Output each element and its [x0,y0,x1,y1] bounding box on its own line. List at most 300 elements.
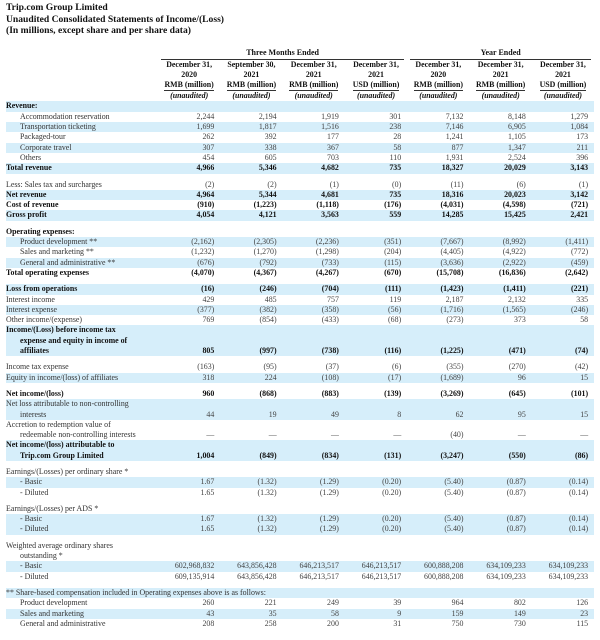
row-label: Packaged-tour [20,132,66,142]
cell-value: 802 [513,598,526,608]
cell-value [345,541,407,551]
row-label: redeemable non-controlling interests [20,430,136,440]
cell-value: (0.20) [345,477,407,487]
cell-value: 2,524 [508,152,526,162]
cell-value [283,467,345,477]
row-label: - Basic [6,561,158,571]
cell-value: (131) [345,451,407,461]
cell-value: (0.20) [345,514,407,524]
cell-value: 2,244 [196,111,215,121]
cell-value [220,325,282,335]
cell-value: (270) [508,362,526,372]
cell-value [407,504,469,514]
cell-value: (1.29) [283,514,345,524]
cell-value: 600,888,208 [424,571,464,581]
cell-value [345,467,407,477]
cell-value: 5,346 [220,163,282,173]
cell-value: (676) [158,258,220,268]
cell-value: 1.65 [158,524,220,534]
cell-value: (0.87) [470,477,532,487]
row-label: Net income/(loss) [6,388,64,398]
row-ads-basic [6,514,594,524]
column-header-year: 2021 [555,70,571,80]
cell-value: (471) [470,346,532,356]
cell-value: 159 [407,609,469,619]
cell-value: 1,004 [158,451,220,461]
cell-value: 7,146 [407,122,469,132]
row-label: Total operating expenses [6,267,90,277]
cell-value: (5.40) [407,524,469,534]
row-label: General and administrative ** [6,258,158,268]
cell-value [158,325,220,335]
cell-value: 58 [580,315,589,325]
row-net-income [6,389,594,399]
cell-value: (4,070) [191,267,215,277]
cell-value: (37) [325,362,339,372]
cell-value: — [268,430,277,440]
row-product-development [6,237,594,247]
cell-value: (108) [283,373,345,383]
column-header-status: (unaudited) [419,91,458,101]
cell-value [470,420,532,430]
row-transportation [6,122,594,132]
cell-value: 177 [327,132,339,142]
cell-value: (1) [329,179,339,189]
cell-value: (2,305) [220,237,282,247]
cell-value [345,101,407,111]
cell-value [220,399,282,409]
row-sales-tax [6,180,594,190]
row-label: interests [6,410,158,420]
cell-value [345,551,407,561]
cell-value: 249 [327,598,339,608]
row-label: Earnings/(Losses) per ADS * [6,503,99,513]
cell-value: — [393,430,402,440]
cell-value: 964 [451,598,464,608]
cell-value: 221 [264,598,277,608]
column-header-year: 2020 [181,70,198,80]
cell-value: (111) [345,284,407,294]
cell-value: 735 [345,190,407,200]
cell-value: 258 [264,618,277,628]
cell-value: (2) [267,179,277,189]
cell-value [220,504,282,514]
cell-value: 338 [220,143,282,153]
cell-value: (997) [220,346,282,356]
row-general-admin [6,258,594,268]
cell-value: 646,213,517 [283,561,345,571]
cell-value: (139) [384,388,402,398]
cell-value: 643,856,428 [237,571,277,581]
row-label: Equity in income/(loss) of affiliates [6,373,158,383]
cell-value: (6) [516,179,526,189]
cell-value: 15,425 [470,210,532,220]
cell-value: 119 [389,294,402,304]
cell-value: 8,148 [508,111,526,121]
cell-value: (8,992) [470,237,532,247]
cell-value: 4,054 [158,210,220,220]
row-net-revenue [6,190,594,200]
cell-value: (1,716) [407,305,469,315]
cell-value: 4,682 [283,163,345,173]
column-header-date: December 31, [166,60,213,70]
cell-value [470,336,532,346]
cell-value: 6,905 [470,122,532,132]
cell-value [220,541,282,551]
row-label: Less: Sales tax and surcharges [6,179,102,189]
cell-value: (5.40) [444,487,464,497]
column-header-year: 2021 [368,70,384,80]
cell-value: (1,223) [253,200,277,210]
cell-value: 126 [576,598,589,608]
row-label: Income/(Loss) before income tax [6,325,158,335]
cell-value [532,420,594,430]
cell-value: (0) [392,179,402,189]
row-label: General and administrative [20,618,106,628]
cell-value: (42) [574,362,589,372]
cell-value: 18,316 [407,190,469,200]
cell-value [470,325,532,335]
cell-value [220,336,282,346]
cell-value: 58 [283,609,345,619]
cell-value [345,420,407,430]
cell-value: 62 [407,410,469,420]
cell-value: 2,421 [532,210,594,220]
cell-value [158,467,220,477]
cell-value: (1.32) [220,514,282,524]
cell-value: 454 [202,152,215,162]
cell-value [407,467,469,477]
row-label: Net loss attributable to non-controlling [6,399,158,409]
cell-value [407,541,469,551]
cell-value: (792) [220,258,282,268]
row-label: Total revenue [6,163,158,173]
column-header-year: 2020 [430,70,447,80]
cell-value: (1,232) [191,247,215,257]
cell-value: — [331,430,339,440]
column-header-year: 2021 [305,70,322,80]
row-label: Product development ** [6,237,158,247]
cell-value [158,440,220,450]
cell-value: 396 [576,152,589,162]
cell-value: (1.29) [283,477,345,487]
cell-value: 634,109,233 [548,571,589,581]
cell-value: (115) [345,258,407,268]
cell-value: (7,667) [407,237,469,247]
cell-value: 307 [158,143,220,153]
cell-value [470,101,532,111]
cell-value: (4,267) [315,267,339,277]
cell-value: 58 [345,143,407,153]
row-label: Accretion to redemption value of [6,419,111,429]
title-block [6,2,594,37]
row-label: - Diluted [6,524,158,534]
group-year-ended: Year Ended [407,48,594,60]
row-label: Transportation ticketing [6,122,158,132]
group-three-months: Three Months Ended [158,48,407,60]
cell-value: 335 [576,294,589,304]
cell-value: (854) [259,315,277,325]
table-header [6,48,594,102]
cell-value: (1,411) [532,237,594,247]
cell-value [345,440,407,450]
cell-value: (772) [571,247,589,257]
cell-value: (0.87) [470,514,532,524]
cell-value: 1,919 [321,111,339,121]
section-revenue [6,101,594,111]
cell-value: (56) [345,305,407,315]
cell-value: (4,367) [253,267,277,277]
cell-value: (0.14) [532,477,594,487]
cell-value: 20,029 [470,163,532,173]
cell-value: 115 [576,618,589,628]
row-label: Sales and marketing [6,609,158,619]
cell-value: 35 [220,609,282,619]
column-header-date: December 31, [290,60,337,70]
cell-value: (377) [158,305,220,315]
row-label: Trip.com Group Limited [6,451,158,461]
statement-title: Unaudited Consolidated Statements of Income/(Loss) [6,13,225,25]
row-label: Cost of revenue [6,200,59,210]
cell-value [158,551,220,561]
cell-value: (1.32) [257,487,277,497]
column-header-unit: USD (million) [539,80,587,90]
cell-value [470,467,532,477]
row-nci-line-2 [6,410,594,420]
column-header-date: December 31, [353,60,399,70]
row-label: Product development [20,598,88,608]
row-label: Net income/(loss) attributable to [6,440,158,450]
cell-value [220,227,282,237]
cell-value [220,420,282,430]
cell-value: (1.32) [220,524,282,534]
cell-value [345,325,407,335]
cell-value [407,227,469,237]
cell-value: 31 [393,618,402,628]
cell-value [532,101,594,111]
row-shares-diluted [6,572,594,582]
cell-value: (176) [384,200,402,210]
row-eps-diluted [6,488,594,498]
cell-value: (670) [384,267,402,277]
cell-value: (733) [283,258,345,268]
company-name: Trip.com Group Limited [6,2,108,13]
section-operating-expenses [6,227,594,237]
cell-value: (0.87) [506,487,526,497]
cell-value: 110 [389,152,402,162]
column-header-status: (unaudited) [356,91,396,101]
cell-value: (351) [345,237,407,247]
cell-value: (273) [446,315,464,325]
cell-value [158,420,220,430]
cell-value: 373 [513,315,526,325]
cell-value [532,399,594,409]
cell-value: 1,516 [283,122,345,132]
cell-value: (721) [571,200,589,210]
cell-value: (1,298) [315,247,339,257]
column-header-unit: RMB (million) [289,80,339,90]
cell-value: 646,213,517 [361,571,402,581]
cell-value [220,467,282,477]
cell-value [532,440,594,450]
row-label: Income tax expense [6,362,69,372]
column-header-date: December 31, [477,60,524,70]
cell-value [283,440,345,450]
row-pretax-income-line-3 [6,346,594,356]
cell-value [158,101,220,111]
row-pretax-income-line-2 [6,336,594,346]
cell-value: (17) [345,373,407,383]
cell-value: 600,888,208 [407,561,469,571]
cell-value: 1.65 [200,487,215,497]
cell-value: 1,931 [445,152,464,162]
cell-value: (2) [205,179,215,189]
row-label: Others [20,152,42,162]
cell-value [532,551,594,561]
cell-value: (4,598) [502,200,526,210]
cell-value: 8 [345,410,407,420]
column-header-date: December 31, [540,60,586,70]
cell-value [407,101,469,111]
income-statement-table [6,48,594,630]
row-net-income-attributable-line-1 [6,440,594,450]
cell-value: 559 [345,210,407,220]
cell-value: (459) [532,258,594,268]
cell-value: (116) [345,346,407,356]
row-others [6,153,594,163]
cell-value: 769 [202,315,215,325]
cell-value: 1.67 [158,514,220,524]
cell-value: 20,023 [470,190,532,200]
cell-value: (1,270) [253,247,277,257]
cell-value: (0.14) [569,487,589,497]
cell-value [345,399,407,409]
cell-value: 18,327 [407,163,469,173]
table-body [6,101,594,629]
section-eps-ordinary [6,467,594,477]
column-header-unit: RMB (million) [226,80,277,90]
cell-value [532,504,594,514]
cell-value: 960 [202,388,215,398]
cell-value: 3,563 [283,210,345,220]
cell-value: (1,118) [316,200,339,210]
cell-value: 2,194 [258,111,277,121]
cell-value: (95) [263,362,277,372]
column-header-status: (unaudited) [232,91,271,101]
cell-value: 602,968,832 [158,561,220,571]
cell-value [283,504,345,514]
cell-value [532,336,594,346]
cell-value: 224 [220,373,282,383]
row-label: Earnings/(Losses) per ordinary share * [6,466,129,476]
cell-value: — [580,430,589,440]
cell-value: 39 [393,598,402,608]
cell-value: (246) [220,284,282,294]
cell-value: 2,132 [508,294,526,304]
cell-value: 2,187 [445,294,464,304]
cell-value: 96 [470,373,532,383]
cell-value [158,399,220,409]
cell-value: (645) [508,388,526,398]
row-corporate-travel [6,143,594,153]
cell-value: 301 [389,111,402,121]
cell-value: 95 [470,410,532,420]
cell-value [470,227,532,237]
cell-value: 750 [451,618,464,628]
row-label: expense and equity in income of [6,336,158,346]
cell-value: (2,236) [283,237,345,247]
cell-value: 3,143 [532,163,594,173]
column-header-status: (unaudited) [543,91,583,101]
section-weighted-shares-line-2 [6,551,594,561]
note-share-based-comp [6,588,594,598]
cell-value: 1,105 [508,132,526,142]
column-header-date: September 30, [227,60,276,70]
cell-value [470,440,532,450]
cell-value: (1,423) [407,284,469,294]
cell-value: (11) [450,179,464,189]
cell-value: 9 [345,609,407,619]
cell-value [532,325,594,335]
cell-value: — [206,430,215,440]
row-interest-income [6,295,594,305]
row-accretion-line-2 [6,430,594,440]
cell-value: (0.20) [382,487,402,497]
cell-value [283,551,345,561]
column-header-status: (unaudited) [170,91,209,101]
row-sbc-sales-marketing [6,609,594,619]
cell-value: (0.20) [345,524,407,534]
cell-value: 208 [202,618,215,628]
cell-value: (6) [392,362,402,372]
cell-value: 1,699 [158,122,220,132]
row-accretion-line-1 [6,420,594,430]
cell-value: 200 [327,618,339,628]
column-header-status: (unaudited) [294,91,333,101]
cell-value: (204) [384,247,402,257]
cell-value: 1,347 [470,143,532,153]
cell-value [407,325,469,335]
cell-value: (849) [220,451,282,461]
cell-value [158,541,220,551]
cell-value [158,336,220,346]
cell-value: 173 [576,132,589,142]
cell-value [283,325,345,335]
cell-value: (1,411) [470,284,532,294]
row-loss-from-operations [6,284,594,294]
cell-value: 605 [264,152,277,162]
cell-value: (433) [321,315,339,325]
cell-value [407,440,469,450]
cell-value: 367 [283,143,345,153]
row-label: Revenue: [6,101,158,111]
cell-value: 634,109,233 [532,561,594,571]
cell-value: (74) [532,346,594,356]
cell-value: — [517,430,526,440]
cell-value: 238 [345,122,407,132]
row-total-opex [6,268,594,278]
row-label: Interest expense [6,305,158,315]
cell-value: (1,225) [407,346,469,356]
cell-value [407,420,469,430]
cell-value: 1,817 [220,122,282,132]
cell-value: 634,109,233 [486,571,526,581]
row-label: - Basic [6,514,158,524]
row-gross-profit [6,210,594,220]
cell-value: 15 [532,373,594,383]
cell-value: 757 [327,294,339,304]
cell-value: 19 [220,410,282,420]
